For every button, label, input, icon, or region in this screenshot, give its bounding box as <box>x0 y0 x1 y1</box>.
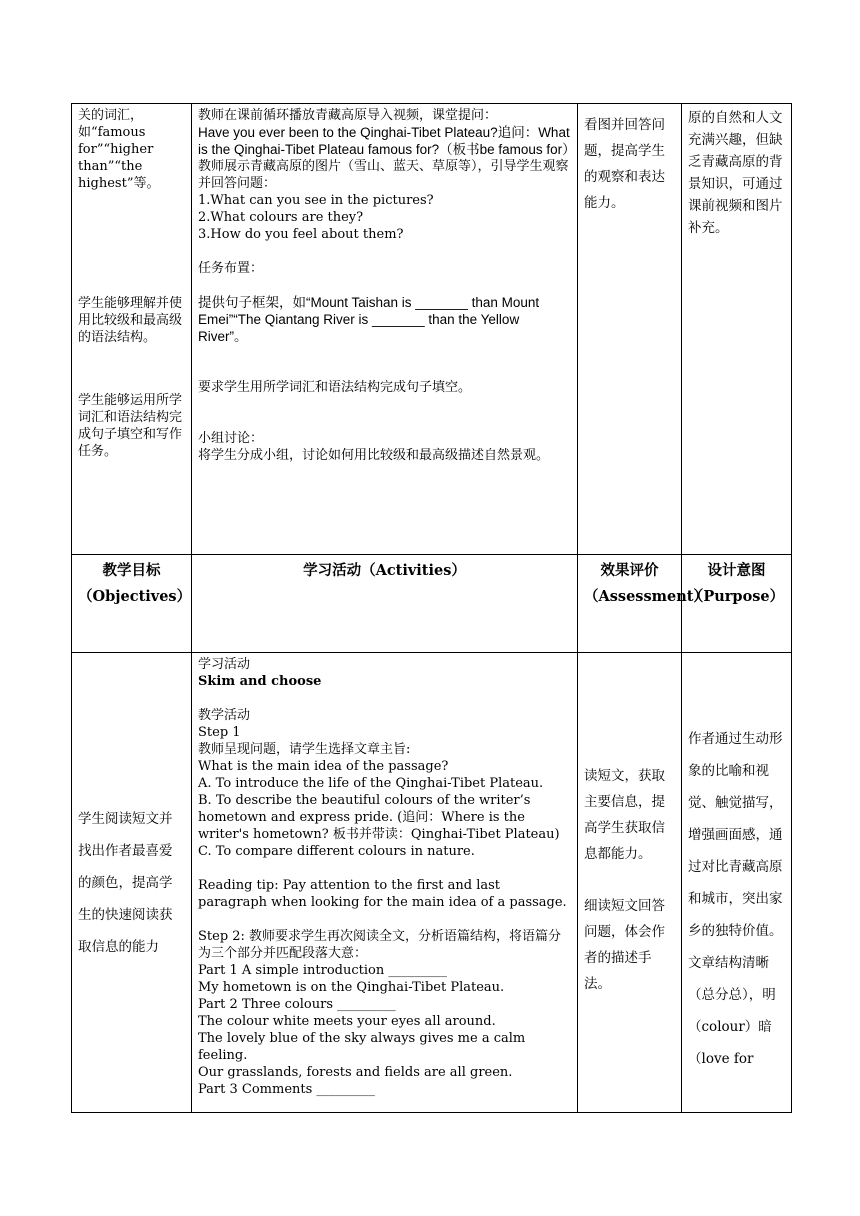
activity-text: The lovely blue of the sky always gives me a calm feeling. <box>198 1031 526 1063</box>
purpose-cell <box>682 653 792 1113</box>
lesson-row-intro <box>72 104 792 555</box>
task-requirement: 要求学生用所学词汇和语法结构完成句子填空。 <box>198 380 472 395</box>
objectives-cell <box>72 104 192 555</box>
question-2: 2.What colours are they? <box>198 210 364 225</box>
part-3: Part 3 Comments _________ <box>198 1082 375 1097</box>
step-2: Step 2: 教师要求学生再次阅读全文，分析语篇结构，将语篇分为三个部分并匹配段落大意： <box>198 929 562 961</box>
activity-title: Skim and choose <box>198 674 322 689</box>
objectives-cell <box>72 653 192 1113</box>
activities-cell <box>192 104 578 555</box>
option-c: C. To compare different colours in nature. <box>198 844 475 859</box>
activity-text: Have you ever been to the Qinghai-Tibet Plateau?追问：What is the Qinghai-Tibet Plateau famous for?（板书be famous for） <box>198 125 576 157</box>
step-1: Step 1 <box>198 725 241 740</box>
purpose-text: 原的自然和人文充满兴趣，但缺乏青藏高原的背景知识，可通过课前视频和图片补充。 <box>688 110 783 236</box>
assessment-text: 细读短文回答问题，体会作者的描述手法。 <box>584 898 665 992</box>
purpose-text: 作者通过生动形象的比喻和视觉、触觉描写，增强画面感，通过对比青藏高原和城市，突出家乡的独特价值。文章结构清晰（总分总），明（colour）暗（love for <box>688 731 783 1067</box>
task-frame: 提供句子框架，如“Mount Taishan is _______ than Mount Emei”“The Qiantang River is _______ than the Yellow River”。 <box>198 295 540 344</box>
task-title: 任务布置： <box>198 261 264 276</box>
question-1: 1.What can you see in the pictures? <box>198 193 434 208</box>
assessment-cell <box>578 653 682 1113</box>
table-header-row <box>72 555 792 653</box>
group-text: 将学生分成小组，讨论如何用比较级和最高级描述自然景观。 <box>198 448 550 463</box>
objective-text: 学生能够理解并使用比较级和最高级的语法结构。 <box>78 296 183 345</box>
activity-text: My hometown is on the Qinghai-Tibet Plateau. <box>198 980 505 995</box>
part-2: Part 2 Three colours _________ <box>198 997 396 1012</box>
part-1: Part 1 A simple introduction _________ <box>198 963 447 978</box>
group-title: 小组讨论： <box>198 431 264 446</box>
header-assessment: 效果评价（Assessment） <box>578 555 682 653</box>
objective-text: 关的词汇，如“famous for”“higher than”“the highest”等。 <box>78 108 160 191</box>
activity-text: Our grasslands, forests and fields are all green. <box>198 1065 513 1080</box>
header-objectives: 教学目标（Objectives） <box>72 555 192 653</box>
objective-text: 学生能够运用所学词汇和语法结构完成句子填空和写作任务。 <box>78 393 183 459</box>
activity-text: 教学活动 <box>198 708 251 723</box>
option-b: B. To describe the beautiful colours of the writer’s hometown and express pride. (追问：Where is the writer's hometown? 板书并带读：Qinghai-Tibet Plateau) <box>198 793 560 842</box>
lesson-plan-table <box>71 103 792 1113</box>
header-activities: 学习活动（Activities） <box>192 555 578 653</box>
option-a: A. To introduce the life of the Qinghai-Tibet Plateau. <box>198 776 544 791</box>
main-idea-question: What is the main idea of the passage? <box>198 759 449 774</box>
activity-text: 学习活动 <box>198 657 251 672</box>
assessment-cell <box>578 104 682 555</box>
question-3: 3.How do you feel about them? <box>198 227 404 242</box>
activity-text: 教师在课前循环播放青藏高原导入视频，课堂提问： <box>198 108 498 123</box>
header-purpose: 设计意图（Purpose） <box>682 555 792 653</box>
activity-text: The colour white meets your eyes all around. <box>198 1014 496 1029</box>
reading-tip: Reading tip: Pay attention to the first and last paragraph when looking for the main idea of a passage. <box>198 878 567 910</box>
activity-text: 教师展示青藏高原的图片（雪山、蓝天、草原等），引导学生观察并回答问题： <box>198 159 569 191</box>
activities-cell <box>192 653 578 1113</box>
assessment-text: 读短文，获取主要信息，提高学生获取信息都能力。 <box>584 768 665 862</box>
activity-text: 教师呈现问题，请学生选择文章主旨: <box>198 742 411 757</box>
assessment-text: 看图并回答问题，提高学生的观察和表达能力。 <box>584 117 665 211</box>
lesson-row-reading <box>72 653 792 1113</box>
objective-text: 学生阅读短文并找出作者最喜爱的颜色，提高学生的快速阅读获取信息的能力 <box>78 810 173 955</box>
purpose-cell <box>682 104 792 555</box>
